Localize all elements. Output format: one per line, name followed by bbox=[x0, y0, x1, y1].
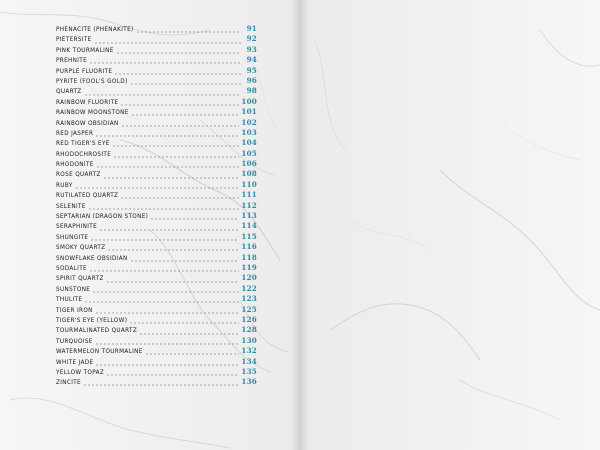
dot-leader bbox=[106, 274, 240, 284]
toc-page-number: 93 bbox=[246, 44, 257, 54]
dot-leader bbox=[130, 253, 240, 263]
toc-entry[interactable] bbox=[56, 325, 257, 335]
toc-entry-label: RED TIGER'S EYE bbox=[56, 141, 110, 148]
toc-page-number: 95 bbox=[246, 65, 257, 75]
dot-leader bbox=[112, 138, 240, 148]
toc-entry-label: SODALITE bbox=[56, 265, 87, 272]
toc-entry-label: TOURMALINATED QUARTZ bbox=[56, 328, 138, 335]
toc-entry[interactable] bbox=[56, 86, 257, 96]
dot-leader bbox=[145, 346, 240, 356]
toc-entry[interactable] bbox=[56, 273, 257, 283]
toc-entry[interactable] bbox=[56, 66, 257, 76]
dot-leader bbox=[116, 45, 241, 55]
toc-entry[interactable] bbox=[56, 34, 257, 44]
toc-entry-label: ROSE QUARTZ bbox=[56, 172, 101, 179]
toc-entry-label: WATERMELON TOURMALINE bbox=[56, 349, 143, 356]
toc-entry-label: SUNSTONE bbox=[56, 286, 91, 293]
dot-leader bbox=[89, 55, 241, 65]
toc-entry[interactable] bbox=[56, 201, 257, 211]
toc-entry-label: RAINBOW MOONSTONE bbox=[56, 110, 129, 117]
toc-entry[interactable] bbox=[56, 346, 257, 356]
toc-page-number: 96 bbox=[246, 75, 257, 85]
toc-page-number: 110 bbox=[241, 179, 257, 189]
dot-leader bbox=[106, 367, 239, 377]
dot-leader bbox=[120, 190, 239, 200]
toc-page-number: 120 bbox=[241, 273, 257, 283]
toc-entry-label: SNOWFLAKE OBSIDIAN bbox=[56, 255, 128, 262]
toc-entry-label: RUTILATED QUARTZ bbox=[56, 193, 119, 200]
right-page bbox=[300, 0, 600, 450]
toc-entry-label: SERAPHINITE bbox=[56, 224, 98, 231]
toc-entry-label: SPIRIT QUARTZ bbox=[56, 276, 104, 283]
toc-page-number: 108 bbox=[241, 169, 257, 179]
toc-page-number: 135 bbox=[241, 366, 257, 376]
toc-entry-label: PINK TOURMALINE bbox=[56, 47, 114, 54]
toc-entry[interactable] bbox=[56, 263, 257, 273]
dot-leader bbox=[120, 97, 239, 107]
toc-entry-label: PYRITE (FOOL'S GOLD) bbox=[56, 78, 128, 85]
toc-entry[interactable] bbox=[56, 294, 257, 304]
dot-leader bbox=[131, 107, 240, 117]
toc-entry[interactable] bbox=[56, 336, 257, 346]
dot-leader bbox=[84, 87, 241, 97]
toc-page-number: 136 bbox=[241, 377, 257, 387]
toc-entry[interactable] bbox=[56, 284, 257, 294]
toc-entry-label: SHUNGITE bbox=[56, 234, 89, 241]
toc-entry-label: SEPTARIAN (DRAGON STONE) bbox=[56, 214, 149, 221]
toc-entry[interactable] bbox=[56, 221, 257, 231]
toc-entry[interactable] bbox=[56, 367, 257, 377]
toc-page-number: 119 bbox=[241, 262, 257, 272]
toc-entry[interactable] bbox=[56, 76, 257, 86]
toc-page-number: 125 bbox=[241, 304, 257, 314]
toc-page-number: 105 bbox=[241, 148, 257, 158]
toc-page-number: 113 bbox=[241, 211, 257, 221]
toc-entry-label: RHODOCHROSITE bbox=[56, 151, 112, 158]
toc-entry-label: RHODONITE bbox=[56, 162, 94, 169]
toc-entry-label: SMOKY QUARTZ bbox=[56, 245, 106, 252]
dot-leader bbox=[114, 66, 241, 76]
dot-leader bbox=[130, 76, 241, 86]
dot-leader bbox=[94, 35, 241, 45]
toc-page-number: 98 bbox=[246, 86, 257, 96]
toc-entry-label: RAINBOW OBSIDIAN bbox=[56, 120, 119, 127]
dot-leader bbox=[84, 294, 239, 304]
toc-page-number: 116 bbox=[241, 242, 257, 252]
toc-page-number: 91 bbox=[246, 24, 257, 33]
dot-leader bbox=[113, 149, 239, 159]
toc-entry-label: PIETERSITE bbox=[56, 37, 92, 44]
dot-leader bbox=[96, 159, 240, 169]
dot-leader bbox=[139, 326, 239, 336]
toc-entry-label: QUARTZ bbox=[56, 89, 82, 96]
dot-leader bbox=[75, 180, 240, 190]
dot-leader bbox=[121, 118, 240, 128]
toc-entry-label: ZINCITE bbox=[56, 380, 81, 387]
crystal-toc-list bbox=[56, 24, 257, 388]
toc-entry[interactable] bbox=[56, 24, 257, 34]
toc-page-number: 126 bbox=[241, 314, 257, 324]
toc-entry[interactable] bbox=[56, 128, 257, 138]
toc-entry-label: TURQUOISE bbox=[56, 338, 93, 345]
toc-page-number: 106 bbox=[241, 159, 257, 169]
toc-page-number: 118 bbox=[241, 252, 257, 262]
toc-entry-label: THULITE bbox=[56, 297, 83, 304]
toc-page-number: 115 bbox=[241, 231, 257, 241]
toc-entry[interactable] bbox=[56, 357, 257, 367]
toc-entry[interactable] bbox=[56, 305, 257, 315]
toc-entry[interactable] bbox=[56, 253, 257, 263]
toc-entry[interactable] bbox=[56, 149, 257, 159]
toc-entry-label: PREHNITE bbox=[56, 58, 88, 65]
dot-leader bbox=[129, 315, 239, 325]
toc-entry-label: PHENACITE (PHENAKITE) bbox=[56, 27, 134, 33]
toc-page-number: 101 bbox=[241, 107, 257, 117]
dot-leader bbox=[95, 336, 240, 346]
toc-entry[interactable] bbox=[56, 242, 257, 252]
toc-entry-label: WHITE JADE bbox=[56, 359, 94, 366]
toc-entry[interactable] bbox=[56, 118, 257, 128]
toc-entry[interactable] bbox=[56, 377, 257, 387]
toc-entry-label: TIGER'S EYE (YELLOW) bbox=[56, 317, 128, 324]
toc-entry-label: PURPLE FLUORITE bbox=[56, 68, 113, 75]
toc-entry[interactable] bbox=[56, 138, 257, 148]
dot-leader bbox=[90, 232, 239, 242]
toc-page-number: 100 bbox=[241, 96, 257, 106]
toc-page-number: 114 bbox=[241, 221, 257, 231]
toc-page-number: 102 bbox=[241, 117, 257, 127]
toc-entry-label: YELLOW TOPAZ bbox=[56, 369, 105, 376]
dot-leader bbox=[99, 222, 239, 232]
toc-entry[interactable] bbox=[56, 180, 257, 190]
toc-entry[interactable] bbox=[56, 45, 257, 55]
dot-leader bbox=[92, 284, 239, 294]
toc-page-number: 94 bbox=[246, 55, 257, 65]
toc-page-number: 132 bbox=[241, 346, 257, 356]
toc-page-number: 104 bbox=[241, 138, 257, 148]
toc-entry[interactable] bbox=[56, 169, 257, 179]
toc-entry-label: SELENITE bbox=[56, 203, 86, 210]
toc-page-number: 130 bbox=[241, 335, 257, 345]
toc-entry[interactable] bbox=[56, 159, 257, 169]
dot-leader bbox=[107, 242, 239, 252]
toc-page-number: 128 bbox=[241, 325, 257, 335]
toc-entry[interactable] bbox=[56, 190, 257, 200]
dot-leader bbox=[95, 305, 240, 315]
dot-leader bbox=[150, 211, 239, 221]
toc-entry-label: TIGER IRON bbox=[56, 307, 93, 314]
toc-page-number: 111 bbox=[241, 190, 257, 200]
dot-leader bbox=[136, 24, 241, 34]
toc-entry[interactable] bbox=[56, 315, 257, 325]
dot-leader bbox=[103, 170, 240, 180]
dot-leader bbox=[83, 377, 239, 387]
toc-page-number: 122 bbox=[241, 283, 257, 293]
toc-page-number: 92 bbox=[246, 34, 257, 44]
dot-leader bbox=[95, 357, 239, 367]
toc-entry[interactable] bbox=[56, 107, 257, 117]
toc-page-number: 112 bbox=[241, 200, 257, 210]
toc-entry[interactable] bbox=[56, 211, 257, 221]
toc-entry[interactable] bbox=[56, 97, 257, 107]
toc-page-number: 134 bbox=[241, 356, 257, 366]
toc-entry-label: RED JASPER bbox=[56, 130, 94, 137]
toc-entry[interactable] bbox=[56, 55, 257, 65]
dot-leader bbox=[88, 201, 240, 211]
dot-leader bbox=[95, 128, 239, 138]
toc-page-number: 103 bbox=[241, 127, 257, 137]
toc-entry-label: RUBY bbox=[56, 182, 73, 189]
dot-leader bbox=[89, 263, 239, 273]
toc-page-number: 123 bbox=[241, 294, 257, 304]
toc-entry-label: RAINBOW FLUORITE bbox=[56, 99, 119, 106]
toc-entry[interactable] bbox=[56, 232, 257, 242]
